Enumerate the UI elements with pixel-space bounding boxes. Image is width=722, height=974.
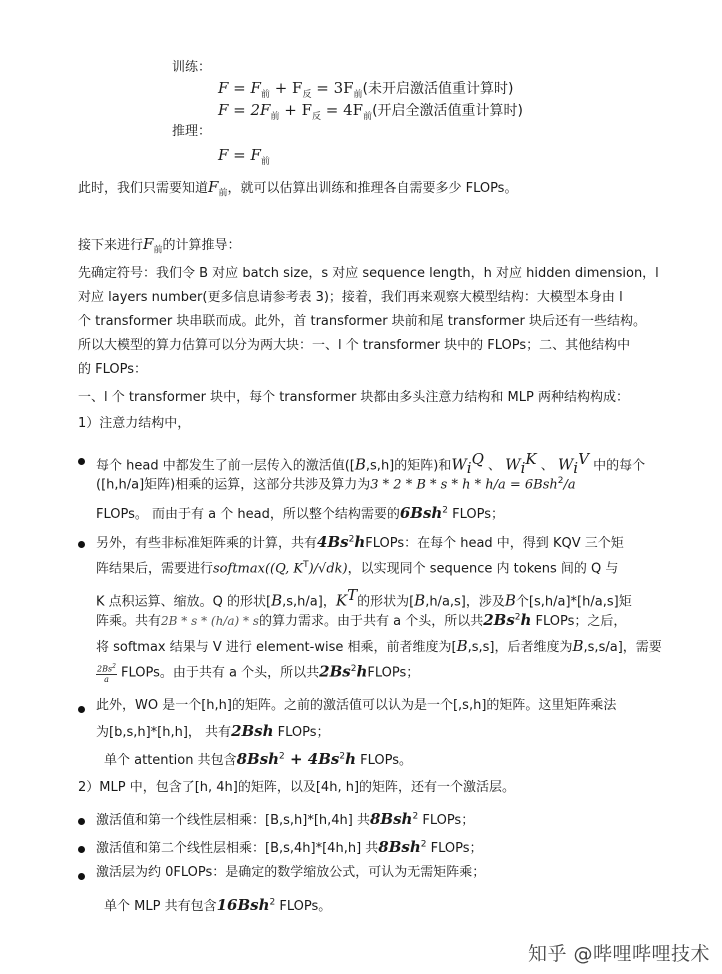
bullet-softmax-line-3: K 点积运算、缩放。Q 的形状[B,s,h/a]，$K^T$的形状为[B,h/a,s]，涉及B个[s,h/a]*[h/a,s]矩 bbox=[96, 586, 632, 610]
bullet-qkv-line-2: ([h,h/a]矩阵)相乘的运算，这部分共涉及算力为3 * 2 * B * s * h * h/a = 6Bsh$^2$/a bbox=[96, 476, 576, 493]
bullet-dot bbox=[78, 818, 85, 825]
bullet-dot bbox=[78, 706, 85, 713]
bullet-dot bbox=[78, 541, 85, 548]
notation-line-2: 对应 layers number(更多信息请参考表 3)；接着，我们再来观察大模型结构：大模型本身由 l bbox=[78, 290, 623, 305]
bullet-qkv-line-3: FLOPs。 而由于有 a 个 head，所以整个结构需要的6Bsh$^2$ FLOPs； bbox=[96, 504, 505, 522]
bullet-softmax-line-2: 阵结果后，需要进行softmax((Q, $K^T)/√dk$)，以实现同个 sequence 内 tokens 间的 Q 与 bbox=[96, 560, 619, 577]
bullet-wo-line-1: 此外，WO 是一个[h,h]的矩阵。之前的激活值可以认为是一个[,s,h]的矩阵。这里矩阵乘法 bbox=[96, 698, 617, 713]
section-one-heading: 一、l 个 transformer 块中，每个 transformer 块都由多头注意力结构和 MLP 两种结构构成： bbox=[78, 390, 629, 405]
bullet-dot bbox=[78, 873, 85, 880]
attention-total: 单个 attention 共包含$8Bsh^2 + 4Bs^2h$ FLOPs。 bbox=[104, 750, 413, 768]
bullet-qkv-line-1: 每个 head 中都发生了前一层传入的激活值([B,s,h]的矩阵)和$W_i^Q$ 、 $W_i^K$ 、 $W_i^V$ 中的每个 bbox=[96, 450, 646, 477]
attention-heading: 1）注意力结构中， bbox=[78, 416, 191, 431]
training-label: 训练： bbox=[172, 60, 212, 75]
notation-line-1: 先确定符号：我们令 B 对应 batch size，s 对应 sequence length，h 对应 hidden dimension，l bbox=[78, 266, 659, 281]
bullet-softmax-line-4: 阵乘。共有2B * s * (h/a) * s的算力需求。由于共有 a 个头，所以共2Bs$^2$h FLOPs；之后， bbox=[96, 611, 627, 629]
paragraph-derivation-intro: 接下来进行$F_前$的计算推导： bbox=[78, 235, 241, 256]
mlp-heading: 2）MLP 中，包含了[h, 4h]的矩阵，以及[4h, h]的矩阵，还有一个激活层。 bbox=[78, 780, 516, 795]
mlp-total: 单个 MLP 共有包含16Bsh$^2$ FLOPs。 bbox=[104, 896, 332, 914]
fraction-2bs2-over-a: $\frac{2Bs^2}{a}$ bbox=[97, 663, 116, 684]
mlp-second-linear: 激活值和第二个线性层相乘：[B,s,4h]*[4h,h] 共8Bsh$^2$ FLOPs； bbox=[96, 838, 483, 856]
bullet-softmax-line-5: 将 softmax 结果与 V 进行 element-wise 相乘，前者维度为[B,s,s]，后者维度为B,s,s/a]，需要 bbox=[96, 637, 662, 655]
training-equation-2: $F = 2F_前 + F_反 = 4F_前$(开启全激活值重计算时) bbox=[218, 101, 524, 122]
training-equation-1: $F = F_前 + F_反 = 3F_前$(未开启激活值重计算时) bbox=[218, 79, 514, 100]
notation-line-5: 的 FLOPs： bbox=[78, 362, 148, 377]
bullet-wo-line-2: 为[b,s,h]*[h,h]， 共有2Bsh FLOPs； bbox=[96, 722, 330, 740]
inference-label: 推理： bbox=[172, 124, 212, 139]
paragraph-forward-needed: 此时，我们只需要知道$F_前$，就可以估算出训练和推理各自需要多少 FLOPs。 bbox=[78, 178, 518, 199]
notation-line-3: 个 transformer 块串联而成。此外，首 transformer 块前和尾 transformer 块后还有一些结构。 bbox=[78, 314, 647, 329]
bullet-softmax-line-1: 另外，有些非标准矩阵乘的计算，共有4Bs$^2$hFLOPs：在每个 head 中，得到 KQV 三个矩 bbox=[96, 533, 624, 551]
bullet-dot bbox=[78, 458, 85, 465]
notation-line-4: 所以大模型的算力估算可以分为两大块：一、l 个 transformer 块中的 FLOPs；二、其他结构中 bbox=[78, 338, 631, 353]
zhihu-watermark: 知乎 @哔哩哔哩技术 bbox=[527, 943, 710, 965]
mlp-first-linear: 激活值和第一个线性层相乘：[B,s,h]*[h,4h] 共8Bsh$^2$ FLOPs； bbox=[96, 810, 475, 828]
bullet-softmax-line-6: $\frac{2Bs^2}{a}$ FLOPs。由于共有 a 个头，所以共2Bs$^2$hFLOPs； bbox=[97, 662, 420, 684]
inference-equation: $F = F_前$ bbox=[218, 146, 270, 167]
bullet-dot bbox=[78, 846, 85, 853]
mlp-activation: 激活层为约 0FLOPs：是确定的数学缩放公式，可认为无需矩阵乘； bbox=[96, 865, 486, 880]
